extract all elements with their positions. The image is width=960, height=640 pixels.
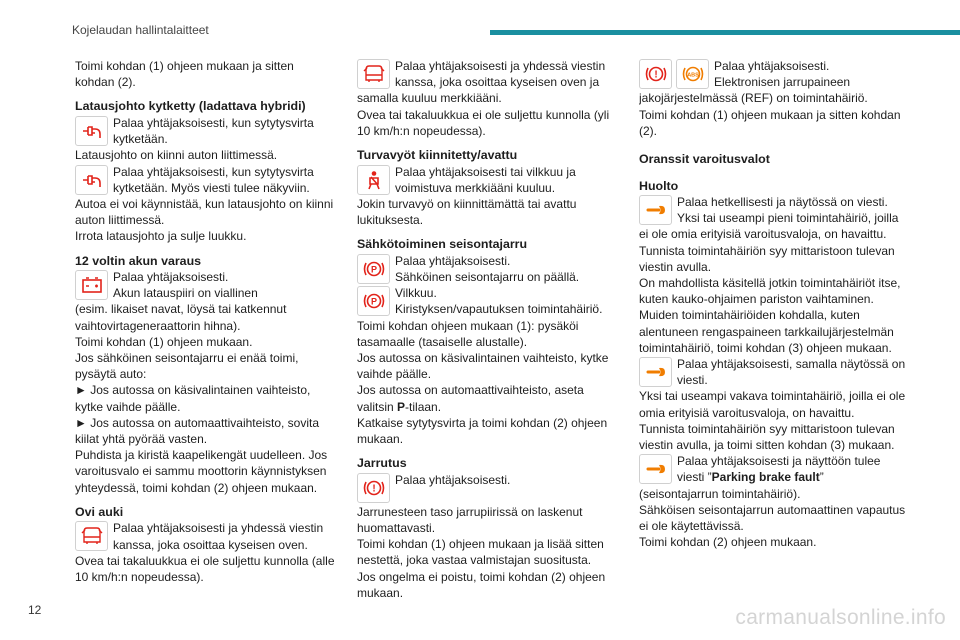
parking-brake-heading: Sähkötoiminen seisontajarru (357, 237, 528, 252)
wrench-icon (639, 195, 672, 225)
brake-icon (357, 473, 390, 503)
svg-text:P: P (370, 264, 377, 275)
abs-icon (676, 59, 709, 89)
column-2: Palaa yhtäjaksoisesti ja yhdessä viestin kanssa, joka osoittaa kyseisen oven ja samalla kuuluu merkkiääni. Ovea tai takaluukkua ei ole suljettu kunnolla (yli 10 km/h:n nopeudessa). Turvavyöt kiinnitetty/avattu Palaa yhtäjaksoisesti tai vilkkuu ja voimistuva merkkiääni kuuluu. Jokin turvavyö on kiinnittämättä tai avattu lukituksesta. Sähkötoiminen seisontajarru P Palaa yhtäjaksoisesti. Sähköinen seisontajarru on päällä. P Vilkkuu. Kiristyksen/vapautuksen toimintahäiriö. Toimi kohdan ohjeen mukaan (1): pysäköi tasamaalle (tasaiselle alustalle). Jos autossa on käsivalintainen vaihteisto, kytke vaihde päälle. Jos autossa on automaattivaihteisto, aseta valitsin P-tilaan. Katkaise sytytysvirta ja toimi kohdan (2) ohjeen mukaan. Jarrutus ! Palaa yhtäjaksoisesti. Jarrunesteen taso jarrupiirissä on laskenut huomattavasti. Toimi kohdan (1) ohjeen mukaan ja lisää sitten nestettä, joka vastaa valmistajan suositusta. Jos ongelma ei poistu, toimi kohdan (2) ohjeen mukaan. (357, 58, 617, 601)
battery-icon (75, 270, 108, 300)
svg-text:P: P (370, 296, 377, 307)
watermark: carmanualsonline.info (735, 606, 946, 629)
parking-brake-icon (357, 286, 390, 316)
seatbelt-heading: Turvavyöt kiinnitetty/avattu (357, 148, 518, 163)
wrench-icon (639, 454, 672, 484)
brake-icon (639, 59, 672, 89)
wrench-icon (639, 357, 672, 387)
ebd-indicator: ! ABS Palaa yhtäjaksoisesti. Elektronisen jarrupaineen jakojärjestelmässä (REF) on toimintahäiriö. (639, 59, 868, 106)
svg-text:ABS: ABS (686, 72, 699, 79)
charge-indicator-2: Palaa yhtäjaksoisesti, kun sytytysvirta kytketään. Myös viesti tulee näkyviin. (75, 164, 335, 196)
running-header: Kojelaudan hallintalaitteet (72, 23, 209, 37)
parking-brake-icon (357, 254, 390, 284)
page-number: 12 (28, 603, 42, 617)
seatbelt-indicator: Palaa yhtäjaksoisesti tai vilkkuu ja voimistuva merkkiääni kuuluu. (357, 164, 617, 196)
door-open-heading: Ovi auki (75, 504, 124, 519)
orange-warnings-heading: Oranssit varoitusvalot (639, 152, 770, 167)
column-1: Toimi kohdan (1) ohjeen mukaan ja sitten kohdan (2). Latausjohto kytketty (ladattava hybridi) Palaa yhtäjaksoisesti, kun sytytysvirta kytketään. Latausjohto on kiinni auton liittimessä. Palaa yhtäjaksoisesti, kun sytytysvirta kytketään. Myös viesti tulee näkyviin. Autoa ei voi käynnistää, kun latausjohto on kiinni auton liittimessä. Irrota latausjohto ja sulje luukku. 12 voltin akun varaus Palaa yhtäjaksoisesti. Akun latauspiiri on viallinen (esim. likaiset navat, löysä tai katkennut vaihtovirtageneraattorin hihna). Toimi kohdan (1) ohjeen mukaan. Jos sähköinen seisontajarru ei enää toimi, pysäytä auto: ► Jos autossa on käsivalintainen vaihteisto, kytke vaihde päälle. ► Jos autossa on automaattivaihteisto, sovita kiilat yhtä pyörää vasten. Puhdista ja kiristä kaapelikengät uudelleen. Jos varoitusvalo ei sammu moottorin käynnistyksen yhteydessä, toimi kohdan (2) ohjeen mukaan. Ovi auki Palaa yhtäjaksoisesti ja yhdessä viestin kanssa, joka osoittaa kyseisen oven. Ovea tai takaluukkua ei ole suljettu kunnolla (alle 10 km/h:n nopeudessa). (75, 59, 335, 584)
charging-plug-icon (75, 165, 108, 195)
door-open-icon (75, 521, 108, 551)
park-text-7: Jos autossa on automaattivaihteisto, aseta valitsin P-tilaan. (357, 383, 584, 414)
column-3: ! ABS Palaa yhtäjaksoisesti. Elektronisen jarrupaineen jakojärjestelmässä (REF) on toimintahäiriö. Toimi kohdan (1) ohjeen mukaan ja sitten kohdan (2). Oranssit varoitusvalot Huolto Palaa hetkellisesti ja näytössä on viesti. Yksi tai useampi pieni toimintahäiriö, joilla ei ole omia erityisiä varoitusvaloja, on havaittu. Tunnista toimintahäiriön syy mittaristoon tulevan viestin avulla. On mahdollista käsitellä jotkin toimintahäiriöt itse, kuten kauko-ohjaimen pariston vaihtaminen. Muiden toimintahäiriöiden kohdalla, kuten alentuneen rengaspaineen tarkkailujärjestelmän toimintahäiriö, toimi kohdan (3) ohjeen mukaan. Palaa yhtäjaksoisesti, samalla näytössä on viesti. Yksi tai useampi vakava toimintahäiriö, joilla ei ole omia erityisiä varoitusvaloja, on havaittu. Tunnista toimintahäiriön syy mittaristoon tulevan viestin avulla, ja toimi sitten kohdan (3) mukaan. Palaa yhtäjaksoisesti ja näyttöön tulee viesti ”Parking brake fault” (seisontajarrun toimintahäiriö). Sähköisen seisontajarrun automaattinen vapautus ei ole käytettävissä. Toimi kohdan (2) ohjeen mukaan. (639, 59, 906, 550)
door-indicator-1: Palaa yhtäjaksoisesti ja yhdessä viestin kanssa, joka osoittaa kyseisen oven. (75, 520, 335, 552)
service-indicator-3 (639, 453, 907, 485)
service-heading: Huolto (639, 178, 679, 193)
intro-text: Toimi kohdan (1) ohjeen mukaan ja sitten kohdan (2). (75, 59, 294, 90)
charging-plug-icon (75, 116, 108, 146)
header-accent-bar (490, 30, 960, 35)
charge-indicator-1: Palaa yhtäjaksoisesti, kun sytytysvirta kytketään. (75, 115, 335, 147)
battery-heading: 12 voltin akun varaus (75, 253, 202, 268)
service-indicator-1: Palaa hetkellisesti ja näytössä on viesti. Yksi tai useampi pieni toimintahäiriö, joilla ei ole omia erityisiä varoitusvaloja, on havaittu. (639, 195, 899, 242)
door-indicator-2: Palaa yhtäjaksoisesti ja yhdessä viestin kanssa, joka osoittaa kyseisen oven ja samalla kuuluu merkkiääni. (357, 59, 606, 106)
svg-text:!: ! (653, 69, 658, 81)
service-indicator-2: Palaa yhtäjaksoisesti, samalla näytössä on viesti. (639, 356, 907, 388)
service-text-9: Palaa yhtäjaksoisesti ja näyttöön tulee viesti ”Parking brake fault” (677, 454, 881, 485)
brake-indicator: ! Palaa yhtäjaksoisesti. (357, 472, 617, 504)
door-open-icon (357, 59, 390, 89)
svg-text:!: ! (371, 483, 376, 495)
brake-heading: Jarrutus (357, 456, 407, 471)
parking-brake-indicator-2: P Vilkkuu. Kiristyksen/vapautuksen toimintahäiriö. (357, 285, 617, 317)
battery-indicator: Palaa yhtäjaksoisesti. Akun latauspiiri on viallinen (75, 269, 335, 301)
charge-cable-heading: Latausjohto kytketty (ladattava hybridi) (75, 99, 306, 114)
seatbelt-icon (357, 165, 390, 195)
parking-brake-indicator-1: P Palaa yhtäjaksoisesti. Sähköinen seisontajarru on päällä. (357, 253, 617, 285)
